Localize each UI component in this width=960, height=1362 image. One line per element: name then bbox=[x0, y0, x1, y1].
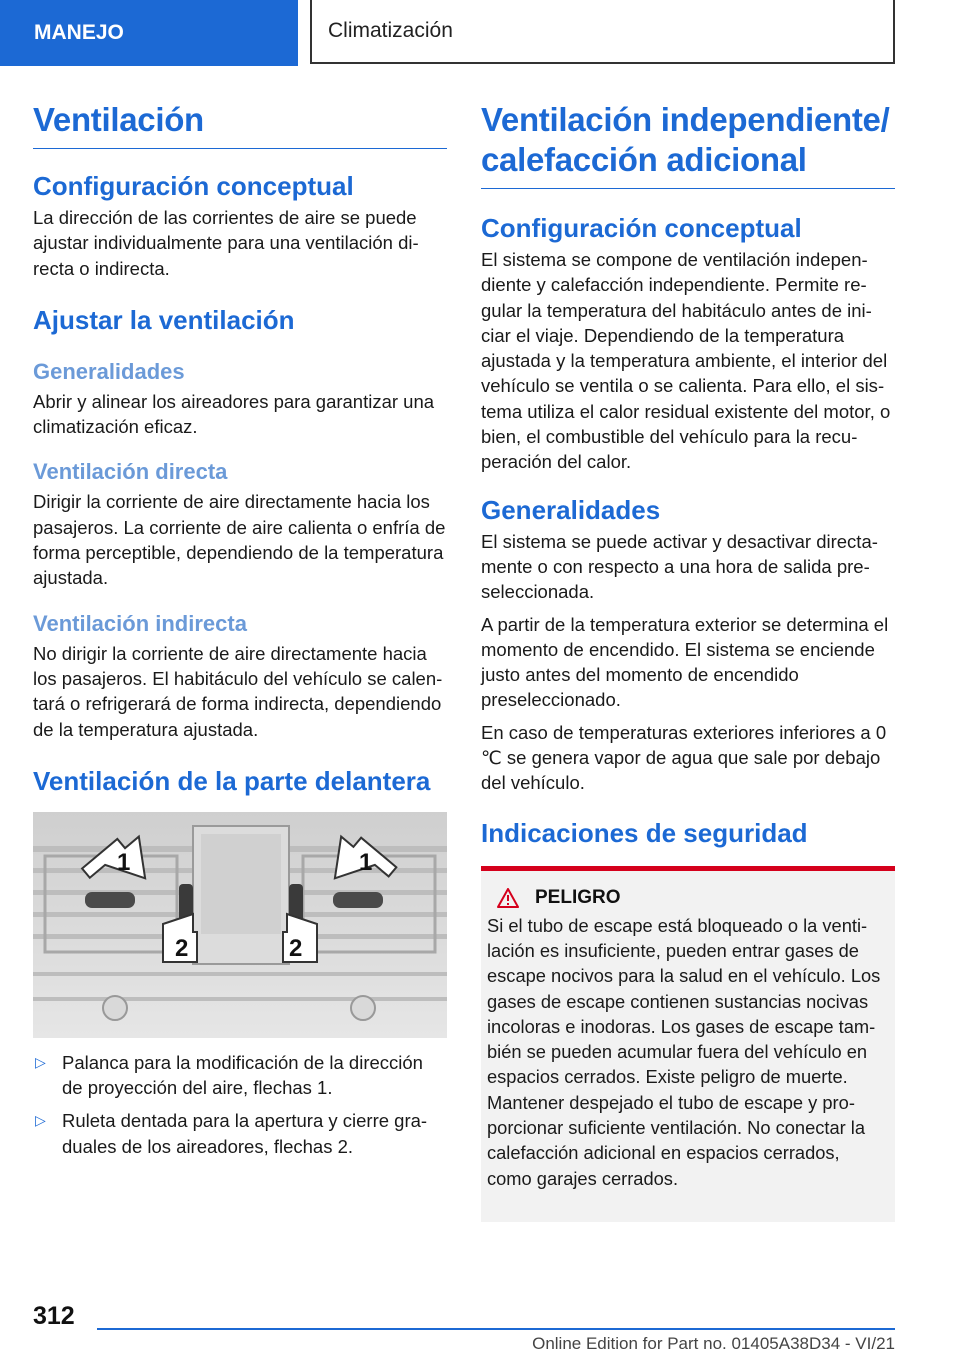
heading-independent-ventilation: Ventilación independiente/ calefacción adicional bbox=[481, 100, 895, 189]
heading-concept-right: Configuración conceptual bbox=[481, 213, 802, 243]
concept-text-left: La dirección de las corrientes de aire se puede ajustar individualmente para una ventilación directa o indirecta. bbox=[33, 207, 419, 279]
danger-title: PELIGRO bbox=[535, 886, 621, 908]
vent-lever-right bbox=[333, 892, 383, 908]
heading-direct: Ventilación directa bbox=[33, 459, 228, 485]
heading-front: Ventilación de la parte delantera bbox=[33, 765, 431, 796]
general-text-right-1: El sistema se puede activar y desactivar directamente o con respecto a una hora de salida preseleccionada. bbox=[481, 530, 878, 603]
section-tab[interactable]: MANEJO bbox=[0, 0, 298, 66]
vent-lever-left bbox=[85, 892, 135, 908]
heading-concept-left: Configuración conceptual bbox=[33, 171, 354, 201]
list-item bbox=[33, 1108, 447, 1159]
footer-divider bbox=[97, 1328, 895, 1330]
heading-general-right: Generalidades bbox=[481, 494, 661, 525]
heading-safety: Indicaciones de seguridad bbox=[481, 817, 808, 848]
heading-general-left: Generalidades bbox=[33, 358, 185, 384]
general-text-left: Abrir y alinear los aireadores para garantizar una climatización eficaz. bbox=[33, 390, 435, 438]
triangle-bullet-icon: ▷ bbox=[35, 1112, 46, 1129]
right-column bbox=[481, 100, 895, 1222]
figure-label-1-right: 1 bbox=[359, 848, 373, 876]
heading-adjust: Ajustar la ventilación bbox=[33, 304, 295, 335]
direct-text: Dirigir la corriente de aire directamente hacia los pasajeros. La corriente de aire calienta o enfría de forma perceptible, dependiendo de la temperatura ajustada. bbox=[33, 491, 446, 589]
list-item bbox=[33, 1050, 447, 1101]
concept-text-right: El sistema se compone de ventilación independiente y calefacción independiente. Permite regular la temperatura del habitáculo antes de iniciar el viaje. Dependiendo de la temperatura ajustada y la temperatura ambiente, el interior del vehículo se ventila o se calienta. Para ello, el sistema utiliza el calor residual existente del motor, o bien, el combustible del vehículo para la recuperación del calor. bbox=[481, 249, 891, 473]
figure-label-1-left: 1 bbox=[117, 848, 131, 876]
general-text-right-3: En caso de temperaturas exteriores inferiores a 0 ℃ se genera vapor de agua que sale por debajo del vehículo. bbox=[481, 721, 887, 794]
danger-header bbox=[487, 887, 889, 909]
triangle-bullet-icon: ▷ bbox=[35, 1053, 46, 1070]
list-item-text: Ruleta dentada para la apertura y cierre graduales de los aireadores, flechas 2. bbox=[62, 1110, 428, 1157]
vent-figure bbox=[33, 812, 447, 1038]
heading-indirect: Ventilación indirecta bbox=[33, 610, 247, 636]
danger-box bbox=[481, 866, 895, 1222]
left-column bbox=[33, 100, 447, 1167]
figure-label-2-right: 2 bbox=[289, 934, 303, 962]
heading-ventilation: Ventilación bbox=[33, 100, 447, 149]
list-item-text: Palanca para la modificación de la dirección de proyección del aire, flechas 1. bbox=[62, 1051, 423, 1099]
page-number: 312 bbox=[33, 1302, 75, 1330]
general-text-right-2: A partir de la temperatura exterior se determina el momento de encendido. El sistema se enciende justo antes del momento de encendido preseleccionado. bbox=[481, 613, 889, 711]
chapter-tab[interactable]: Climatización bbox=[310, 0, 895, 64]
warning-triangle-icon bbox=[497, 888, 519, 908]
edition-text: Online Edition for Part no. 01405A38D34 - VI/21 bbox=[532, 1334, 895, 1353]
figure-label-2-left: 2 bbox=[175, 934, 189, 962]
danger-text: Si el tubo de escape está bloqueado o la ventilación es insuficiente, pueden entrar gases de escape nocivos para la salud en el vehículo. Los gases de escape contienen sustancias nocivas incoloras e inodoras. Los gases de escape también se pueden acumular fuera del vehículo en espacios cerrados. Existe peligro de muerte. Mantener despejado el tubo de escape y proporcionar suficiente ventilación. No conectar la calefacción adicional en espacios cerrados, como garajes cerrados. bbox=[487, 914, 881, 1189]
indirect-text: No dirigir la corriente de aire directamente hacia los pasajeros. El habitáculo del vehículo se calentará o refrigerará de forma indirecta, dependiendo de la temperatura ajustada. bbox=[33, 642, 443, 740]
page-header bbox=[0, 0, 960, 66]
figure-legend bbox=[33, 1050, 447, 1159]
